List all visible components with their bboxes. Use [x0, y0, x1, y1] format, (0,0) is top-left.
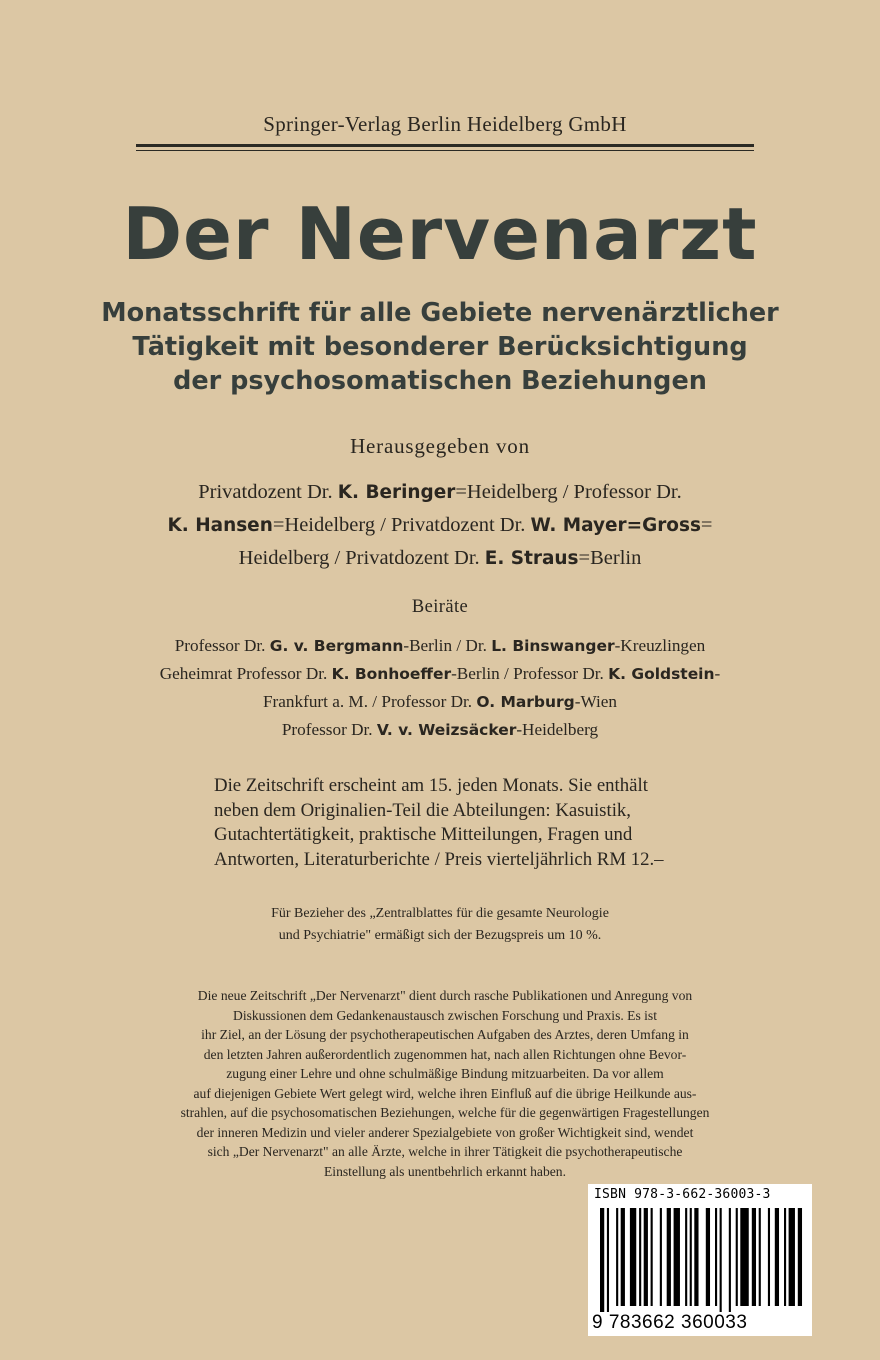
- journal-title: Der Nervenarzt: [122, 192, 758, 276]
- advisor-text: Professor Dr.: [174, 636, 270, 655]
- barcode-bar: [759, 1208, 761, 1306]
- editors-list: [100, 476, 780, 575]
- barcode-bar: [706, 1208, 710, 1306]
- barcode-bar: [607, 1208, 609, 1312]
- discount-note-line: und Psychiatrie" ermäßigt sich der Bezugspreis um 10 %.: [278, 928, 602, 943]
- advisor-name: O. Marburg: [476, 693, 575, 711]
- publication-info-line: Gutachtertätigkeit, praktische Mitteilungen, Fragen und: [214, 824, 633, 845]
- advisor-name: G. v. Bergmann: [269, 637, 404, 655]
- editors-line: [100, 509, 780, 542]
- advisor-text: -Heidelberg: [516, 720, 599, 739]
- barcode-bar: [660, 1208, 662, 1306]
- advisor-text: -Kreuzlingen: [614, 636, 706, 655]
- editor-name: W. Mayer=Gross: [530, 515, 701, 536]
- publication-info-line: Die Zeitschrift erscheint am 15. jeden Monats. Sie enthält: [214, 775, 648, 796]
- description-line: auf diejenigen Gebiete Wert gelegt wird, welche ihren Einfluß auf die übrige Heilkunde aus-: [193, 1085, 697, 1101]
- description-line: der inneren Medizin und vieler anderer Spezialgebiete von großer Wichtigkeit sind, wendet: [196, 1124, 694, 1140]
- editor-suffix: =Heidelberg / Professor Dr.: [455, 481, 682, 503]
- editor-name: K. Hansen: [167, 515, 273, 536]
- subtitle-line: Tätigkeit mit besonderer Berücksichtigung: [132, 332, 748, 362]
- barcode-bar: [740, 1208, 748, 1306]
- subtitle-line: Monatsschrift für alle Gebiete nervenärztlicher: [101, 298, 779, 328]
- barcode-bar: [752, 1208, 756, 1306]
- barcode-bar: [674, 1208, 680, 1306]
- isbn-label: ISBN 978-3-662-36003-3: [594, 1187, 771, 1202]
- barcode-bar: [685, 1208, 687, 1306]
- editor-name: K. Beringer: [337, 482, 456, 503]
- barcode-digits: 9 783662 360033: [592, 1312, 748, 1333]
- barcode-bar: [798, 1208, 802, 1306]
- barcode-bar: [736, 1208, 738, 1306]
- publisher-name: Springer-Verlag Berlin Heidelberg GmbH: [263, 112, 627, 136]
- description-line: zugung einer Lehre und ohne schulmäßige Bindung mitzuarbeiten. Da vor allem: [226, 1066, 664, 1081]
- barcode-bar: [667, 1208, 671, 1306]
- description-line: Einstellung als unentbehrlich erkannt haben.: [324, 1163, 566, 1179]
- advisor-name: K. Bonhoeffer: [331, 665, 452, 683]
- advisors-line: [90, 632, 790, 660]
- discount-note-line: Für Bezieher des „Zentralblattes für die gesamte Neurologie: [271, 906, 609, 921]
- barcode-bar: [639, 1208, 641, 1306]
- barcode-bar: [621, 1208, 625, 1306]
- barcode-bar: [768, 1208, 770, 1306]
- publication-info-line: Antworten, Literaturberichte / Preis vierteljährlich RM 12.–: [214, 848, 664, 870]
- barcode-bar: [715, 1208, 717, 1306]
- barcode-bars: [588, 1208, 812, 1312]
- advisor-text: -Wien: [574, 692, 617, 711]
- barcode-bar: [644, 1208, 648, 1306]
- barcode-bar: [630, 1208, 636, 1306]
- description-line: den letzten Jahren außerordentlich zugenommen hat, nach allen Richtungen ohne Bevor-: [203, 1046, 687, 1062]
- editor-suffix: =Berlin: [578, 547, 642, 569]
- advisors-heading: Beiräte: [411, 597, 469, 617]
- advisors-line: [90, 716, 790, 744]
- editors-line: [100, 476, 780, 509]
- barcode-bar: [690, 1208, 692, 1306]
- editors-heading: Herausgegeben von: [350, 434, 530, 458]
- barcode-bar: [729, 1208, 731, 1312]
- advisors-list: [90, 632, 790, 744]
- isbn-barcode: [588, 1184, 812, 1336]
- advisors-line: [90, 660, 790, 688]
- description-line: sich „Der Nervenarzt" an alle Ärzte, welche in ihrer Tätigkeit die psychotherapeutische: [207, 1144, 683, 1159]
- description-line: Diskussionen dem Gedankenaustausch zwischen Forschung und Praxis. Es ist: [233, 1007, 657, 1023]
- advisor-text: Professor Dr.: [281, 720, 377, 739]
- journal-subtitle: [80, 296, 800, 398]
- description-line: ihr Ziel, an der Lösung der psychotherapeutischen Aufgaben des Arztes, deren Umfang in: [201, 1027, 689, 1042]
- publication-info: [214, 774, 694, 872]
- editor-name: E. Straus: [484, 548, 579, 569]
- advisor-name: K. Goldstein: [608, 665, 715, 683]
- barcode-bar: [720, 1208, 722, 1312]
- barcode-bar: [600, 1208, 604, 1312]
- barcode-bar: [775, 1208, 779, 1306]
- advisor-text: Frankfurt a. M. / Professor Dr.: [263, 692, 477, 711]
- barcode-bar: [694, 1208, 698, 1306]
- barcode-bar: [616, 1208, 618, 1306]
- subtitle-line: der psychosomatischen Beziehungen: [173, 366, 707, 396]
- advisor-text: -: [714, 664, 721, 683]
- description-line: Die neue Zeitschrift „Der Nervenarzt" dient durch rasche Publikationen und Anregung von: [197, 988, 693, 1003]
- publication-info-line: neben dem Originalien-Teil die Abteilungen: Kasuistik,: [214, 799, 631, 821]
- journal-description: [140, 986, 750, 1181]
- editor-text: Heidelberg / Privatdozent Dr.: [238, 547, 485, 569]
- advisor-name: V. v. Weizsäcker: [376, 721, 517, 739]
- advisor-text: Geheimrat Professor Dr.: [159, 664, 332, 683]
- editor-text: =Heidelberg / Privatdozent Dr.: [272, 514, 531, 536]
- barcode-bar: [789, 1208, 795, 1306]
- discount-note: [200, 903, 680, 947]
- advisor-text: -Berlin / Dr.: [403, 636, 492, 655]
- advisor-name: L. Binswanger: [491, 637, 615, 655]
- header-rule-thick: [136, 144, 754, 147]
- barcode-bar: [784, 1208, 786, 1306]
- description-line: strahlen, auf die psychosomatischen Beziehungen, welche für die gegenwärtigen Fragestellungen: [180, 1105, 710, 1120]
- editors-line: [100, 542, 780, 575]
- advisors-line: [90, 688, 790, 716]
- barcode-bar: [651, 1208, 653, 1306]
- header-rule-thin: [136, 150, 754, 151]
- editor-suffix: =: [700, 514, 713, 536]
- advisor-text: -Berlin / Professor Dr.: [451, 664, 609, 683]
- editor-prefix: Privatdozent Dr.: [198, 481, 338, 503]
